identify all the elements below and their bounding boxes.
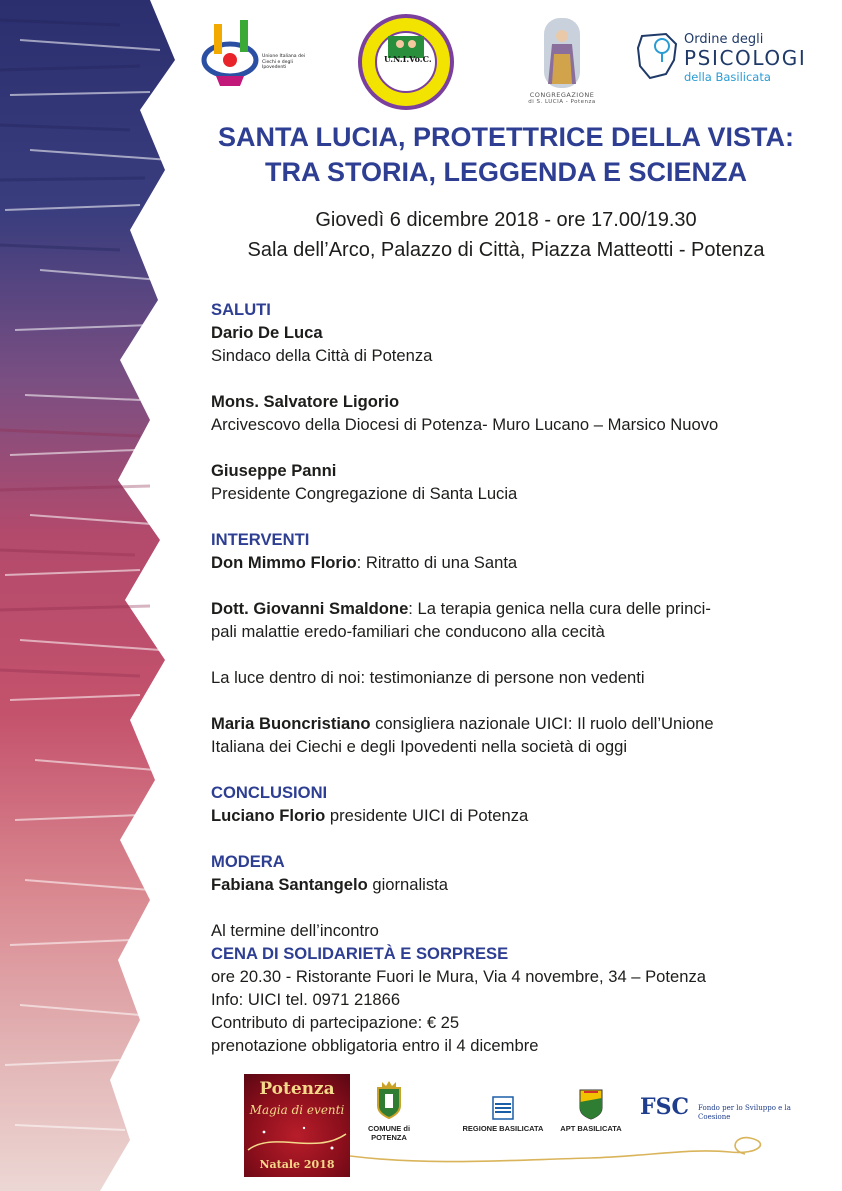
fsc-caption: Fondo per lo Sviluppo e la Coesione (698, 1104, 791, 1121)
fsc-acronym: FSC (640, 1094, 690, 1120)
event-title-line1: SANTA LUCIA, PROTETTRICE DELLA VISTA: (218, 122, 794, 152)
uici-caption: Unione Italiana dei Ciechi e degli Ipovedenti (262, 54, 306, 70)
cena-line: Contributo di partecipazione: € 25 (211, 1013, 460, 1032)
speaker-role: presidente UICI di Potenza (325, 806, 529, 825)
uici-emblem-icon (200, 18, 262, 88)
regione-basilicata-logo (455, 1096, 551, 1140)
natale-2018-logo (244, 1074, 350, 1177)
speaker-name: Dario De Luca (211, 323, 323, 342)
event-venue: Sala dell’Arco, Palazzo di Città, Piazza Matteotti - Potenza (247, 239, 765, 261)
interventi-heading: INTERVENTI (211, 530, 310, 549)
cena-line: ore 20.30 - Ristorante Fuori le Mura, Via 4 novembre, 34 – Potenza (211, 967, 707, 986)
ordine-psicologi-logo (636, 30, 816, 90)
speaker-name: Maria Buoncristiano (211, 714, 371, 733)
psi-line2: PSICOLOGI (684, 46, 807, 70)
comune-label: COMUNE di POTENZA (367, 1124, 411, 1142)
natale-title: Potenza (259, 1079, 335, 1099)
natale-subtitle: Magia di eventi (249, 1103, 345, 1117)
saluti-heading: SALUTI (211, 300, 271, 319)
intervento-item (211, 712, 821, 735)
univoc-badge: U.N.I.Vo.C. (384, 54, 432, 64)
intervento-topic: consigliera nazionale UICI: Il ruolo dell’Unione (370, 714, 714, 733)
speaker-role: Sindaco della Città di Potenza (211, 346, 433, 365)
cena-heading: CENA DI SOLIDARIETÀ E SORPRESE (211, 944, 509, 963)
speaker-name: Fabiana Santangelo (211, 875, 368, 894)
natale-year: Natale 2018 (259, 1158, 335, 1171)
cena-line: prenotazione obbligatoria entro il 4 dicembre (211, 1036, 539, 1055)
comune-potenza-logo (356, 1080, 422, 1140)
comune-crest-icon (374, 1080, 404, 1120)
speaker-role: giornalista (367, 875, 448, 894)
speaker-name: Mons. Salvatore Ligorio (211, 392, 400, 411)
conclusioni-heading: CONCLUSIONI (211, 783, 328, 802)
cena-line: Info: UICI tel. 0971 21866 (211, 990, 401, 1009)
speaker-role: Arcivescovo della Diocesi di Potenza- Muro Lucano – Marsico Nuovo (211, 415, 719, 434)
intervento-item (211, 551, 821, 574)
congregazione-caption-place: di S. LUCIA - Potenza (528, 99, 596, 105)
speaker-name: Don Mimmo Florio (211, 553, 357, 572)
modera-item (211, 873, 821, 896)
congregazione-logo (522, 14, 602, 110)
univoc-logo (358, 14, 454, 110)
fsc-logo (638, 1090, 798, 1140)
intervento-item: La luce dentro di noi: testimonianze di persone non vedenti (211, 668, 645, 687)
intervento-topic-cont: Italiana dei Ciechi e degli Ipovedenti nella società di oggi (211, 737, 628, 756)
cena-intro: Al termine dell’incontro (211, 921, 379, 940)
psi-line1: Ordine degli (684, 32, 764, 47)
program (211, 298, 821, 1057)
speaker-name: Giuseppe Panni (211, 461, 337, 480)
santa-lucia-statue-icon (522, 14, 602, 90)
speaker-role: Presidente Congregazione di Santa Lucia (211, 484, 518, 503)
speaker-name: Luciano Florio (211, 806, 326, 825)
event-title-line2: TRA STORIA, LEGGENDA E SCIENZA (264, 157, 748, 187)
apt-emblem-icon (578, 1088, 604, 1120)
apt-basilicata-logo (560, 1088, 622, 1140)
intervento-topic-cont: pali malattie eredo-familiari che conducono alla cecità (211, 622, 605, 641)
basilicata-map-icon (636, 30, 680, 82)
apt-label: APT BASILICATA (560, 1124, 622, 1133)
intervento-topic: : La terapia genica nella cura delle princi- (408, 599, 711, 618)
modera-heading: MODERA (211, 852, 285, 871)
congregazione-caption: CONGREGAZIONE (529, 91, 595, 99)
regione-label: REGIONE BASILICATA (462, 1124, 544, 1133)
intervento-topic: : Ritratto di una Santa (356, 553, 518, 572)
conclusioni-item (211, 804, 821, 827)
psi-line3: della Basilicata (684, 70, 771, 84)
event-date: Giovedì 6 dicembre 2018 - ore 17.00/19.30 (315, 209, 697, 231)
uici-logo (200, 18, 310, 98)
regione-emblem-icon (492, 1096, 514, 1120)
sparkle-swirl-icon (244, 1120, 350, 1160)
intervento-item (211, 597, 821, 620)
speaker-name: Dott. Giovanni Smaldone (211, 599, 409, 618)
